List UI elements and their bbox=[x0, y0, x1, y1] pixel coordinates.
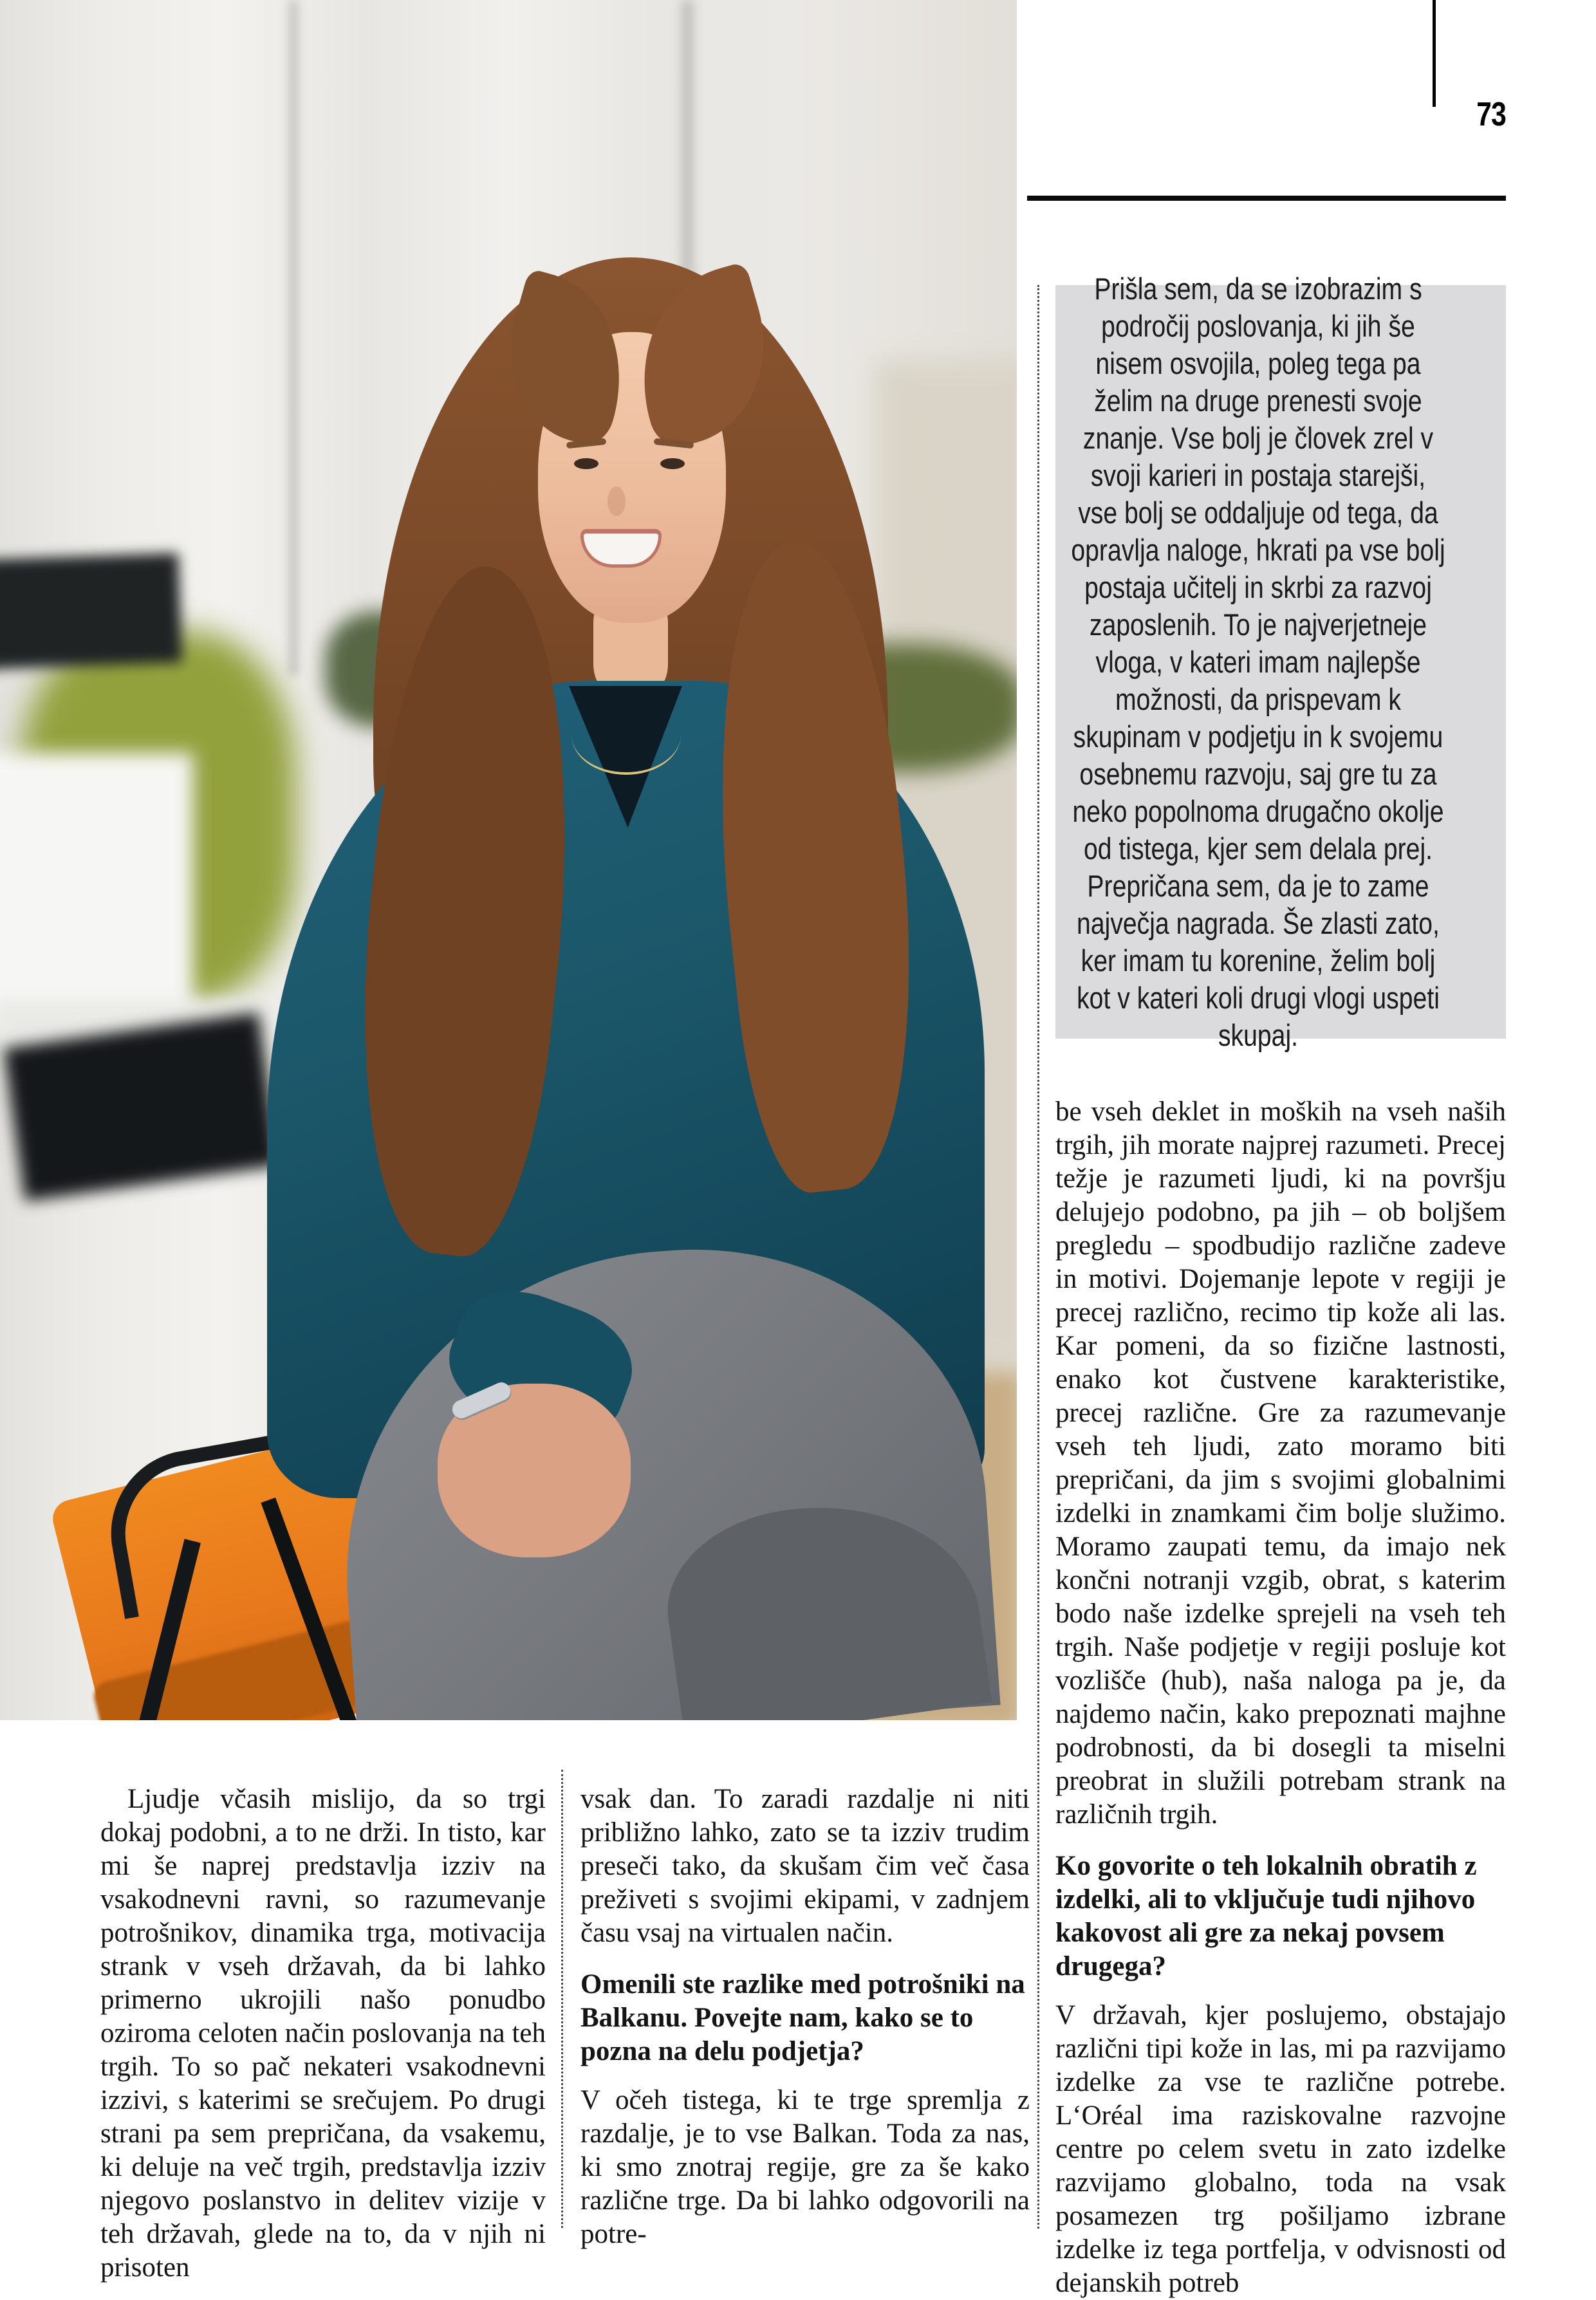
top-horizontal-rule bbox=[1027, 196, 1506, 201]
paragraph: be vseh deklet in moških na vseh naših trgih, jih morate najprej razumeti. Precej težje je razumeti ljudi, ki na površju delujejo podobno, pa jih – ob boljšem pregledu – spodbudijo različne zadeve in motivi. Dojemanje lepote v regiji je precej različno, recimo tip kože ali las. Kar pomeni, da so fizične lastnosti, enako kot čustvene karakteristike, precej različne. Gre za razumevanje vseh teh ljudi, zato moramo biti prepričani, da jim s svojimi globalnimi izdelki in znamkami čim bolje služimo. Moramo zaupati temu, da imajo nek končni notranji vzgib, obrat, s katerim bodo naše izdelke sprejeli na vseh teh trgih. Naše podjetje v regiji posluje kot vozlišče (hub), naša naloga pa je, da najdemo način, kako prepoznati majhne podrobnosti, da bi dosegli ta miselni preobrat in služili potrebam strank na različnih trgih. bbox=[1055, 1097, 1506, 1830]
column-divider-right bbox=[1037, 285, 1039, 2229]
photo-pillar-seam bbox=[288, 0, 299, 676]
column-divider-left bbox=[561, 1770, 563, 2228]
paragraph: Ljudje včasih mislijo, da so trgi dokaj podobni, a to ne drži. In tisto, kar mi še naprej predstavlja izziv na vsakodnevni ravni, so razumevanje potrošnikov, dinamika trga, motivacija strank v vseh državah, da bi lahko primerno ukrojili našo ponudbo oziroma celoten način poslovanja na teh trgih. To so pač nekateri vsakodnevni izzivi, s katerimi se srečujem. Po drugi strani pa sem prepričana, da vsakemu, ki deluje na več trgih, predstavlja izziv njegovo poslanstvo in delitev vizije v teh državah, glede na to, da v njih ni prisoten bbox=[100, 1784, 546, 2283]
article-column-right bbox=[1055, 1095, 1506, 2300]
paragraph: V državah, kjer poslujemo, obstajajo različni tipi kože in las, mi pa razvijamo izdelke za vse te različne potrebe. L‘Oréal ima raziskovalne razvojne centre po celem svetu in zato izdelke razvijamo globalno, toda na vsak posamezen trg pošiljamo izbrane izdelke iz tega portfelja, v odvisnosti od dejanskih potreb bbox=[1055, 2000, 1506, 2298]
photo-monitor bbox=[0, 553, 182, 669]
pull-quote-box bbox=[1055, 271, 1506, 1052]
photo-woman-nose bbox=[608, 487, 626, 516]
photo-woman-eye bbox=[660, 458, 685, 469]
photo-desk bbox=[0, 753, 193, 1030]
photo-necklace bbox=[571, 695, 681, 775]
page-number: 73 bbox=[1476, 96, 1506, 133]
paragraph: vsak dan. To zaradi razdalje ni niti približno lahko, zato se ta izziv trudim preseči tako, da skušam čim več časa preživeti s svojimi ekipami, v zadnjem času vsaj na virtualen način. bbox=[580, 1784, 1030, 1948]
photo-woman-eye bbox=[574, 458, 598, 469]
header-vertical-rule bbox=[1433, 0, 1436, 107]
pull-quote-text: Prišla sem, da se izobrazim s področij poslovanja, ki jih še nisem osvojila, poleg tega pa želim na druge prenesti svoje znanje. Vse bolj je človek zrel v svoji karieri in postaja starejši, vse bolj se oddaljuje od tega, da opravlja naloge, hkrati pa vse bolj postaja učitelj in skrbi za razvoj zaposlenih. To je najverjetneje vloga, v kateri imam najlepše možnosti, da prispevam k skupinam v podjetju in k svojemu osebnemu razvoju, saj gre tu za neko popolnoma drugačno okolje od tistega, kjer sem delala prej. Prepričana sem, da je to zame največja nagrada. Še zlasti zato, ker imam tu korenine, želim bolj kot v kateri koli drugi vlogi uspeti skupaj. bbox=[1071, 271, 1445, 1052]
interview-question: Ko govorite o teh lokalnih obratih z izdelki, ali to vključuje tudi njihovo kakovost ali gre za nekaj povsem drugega? bbox=[1055, 1851, 1477, 1981]
portrait-photo bbox=[0, 0, 1017, 1720]
article-column-middle bbox=[580, 1783, 1030, 2251]
paragraph: V očeh tistega, ki te trge spremlja z razdalje, je to vse Balkan. Toda za nas, ki smo znotraj regije, gre za še kako različne trge. Da bi lahko odgovorili na potre- bbox=[580, 2085, 1030, 2249]
article-column-left bbox=[100, 1783, 546, 2285]
interview-question: Omenili ste razlike med potrošniki na Balkanu. Povejte nam, kako se to pozna na delu podjetja? bbox=[580, 1969, 1025, 2066]
